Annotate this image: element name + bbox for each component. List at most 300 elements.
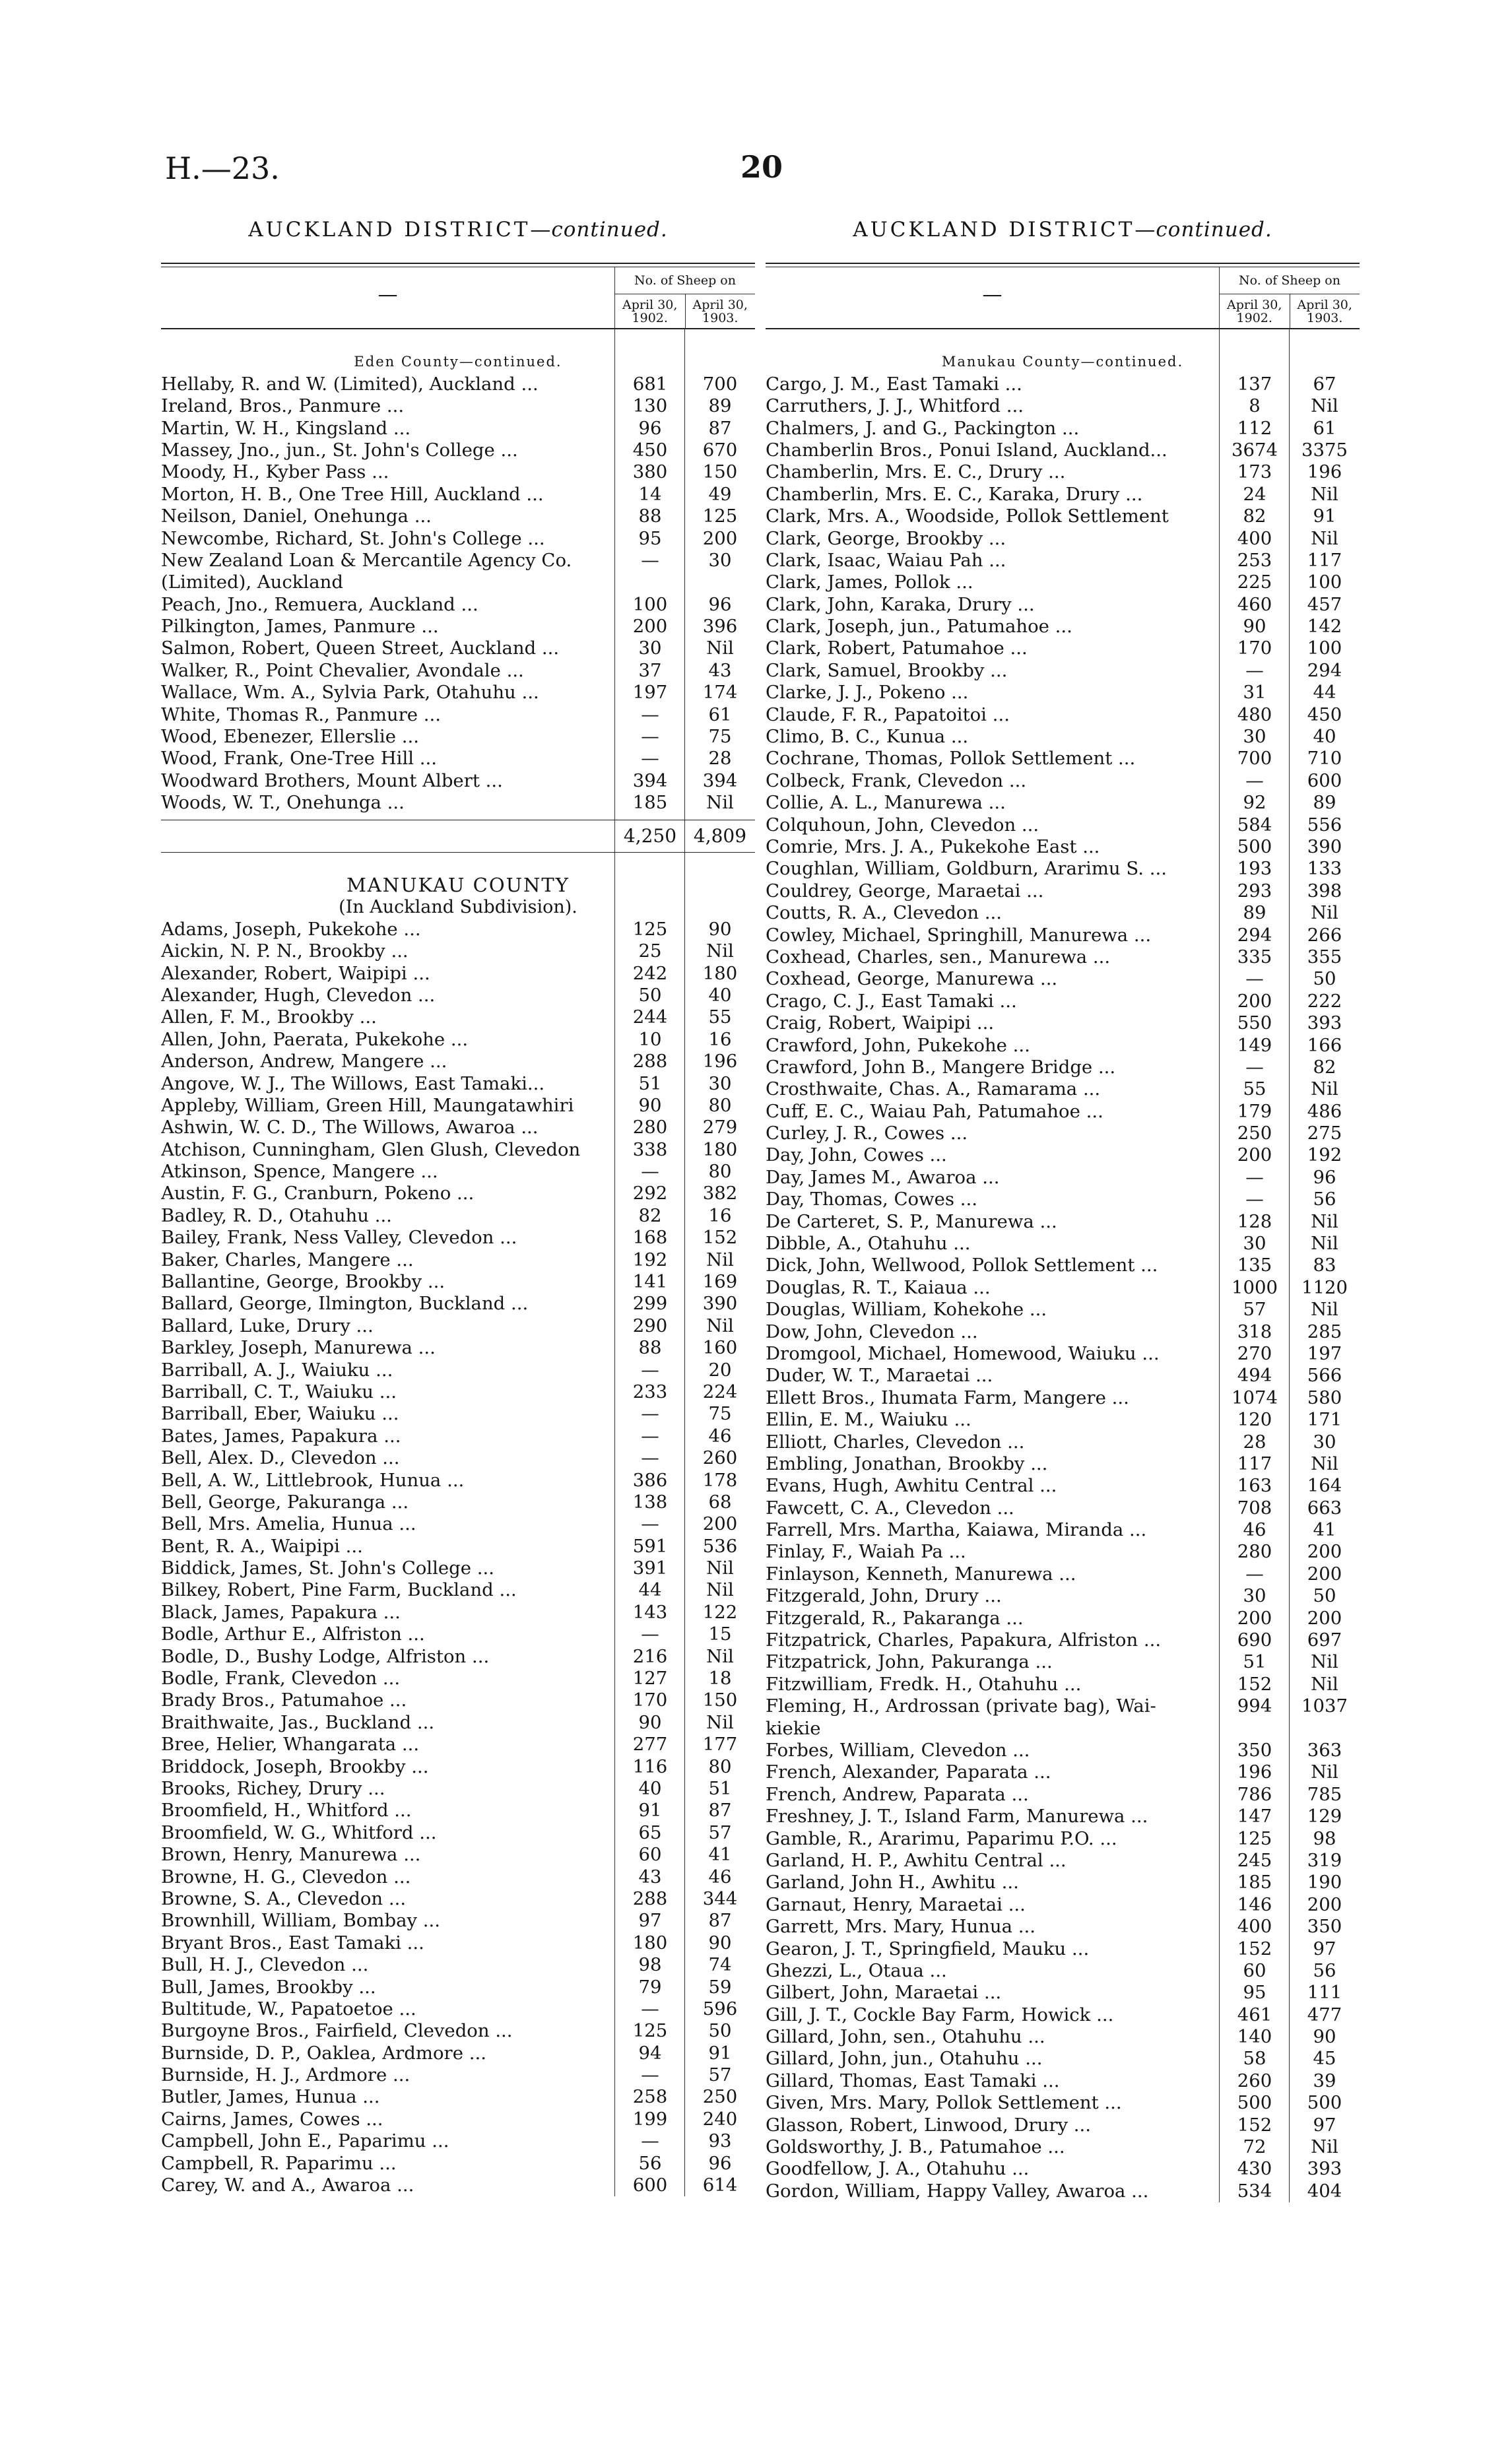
sheep-1902: 179: [1237, 1100, 1272, 1122]
sheep-1902: 30: [1243, 726, 1266, 748]
sheep-1902: 28: [1243, 1431, 1266, 1453]
sheep-1902: 994: [1237, 1695, 1272, 1717]
table-row: [161, 919, 755, 940]
sheep-1903: 200: [1307, 1893, 1342, 1915]
table-row: [161, 418, 755, 440]
owner-name: Hellaby, R. and W. (Limited), Auckland ...: [161, 373, 539, 395]
table-row: [161, 1822, 755, 1844]
sheep-1902: 147: [1237, 1806, 1272, 1827]
owner-name: Bull, H. J., Clevedon ...: [161, 1954, 369, 1976]
left-table-header: [161, 267, 755, 329]
owner-name: Crosthwaite, Chas. A., Ramarama ...: [766, 1078, 1101, 1100]
table-row: [161, 1183, 755, 1204]
owner-name: Ghezzi, L., Otaua ...: [766, 1959, 947, 1981]
owner-name: Garnaut, Henry, Maraetai ...: [766, 1893, 1026, 1915]
sheep-1903: 180: [702, 962, 738, 984]
sheep-1903: 171: [1307, 1409, 1342, 1431]
sheep-1902: —: [1245, 1189, 1264, 1210]
owner-name: Gillard, John, sen., Otahuhu ...: [766, 2026, 1045, 2048]
sheep-1902: 94: [638, 2042, 662, 2064]
table-row: [161, 1006, 755, 1028]
sheep-1902: 82: [638, 1204, 662, 1226]
owner-name: Brady Bros., Patumahoe ...: [161, 1690, 407, 1711]
sheep-1902: 258: [632, 2086, 668, 2108]
table-row: [161, 748, 755, 770]
table-row: [766, 1982, 1360, 2004]
sheep-1903: 56: [1313, 1959, 1336, 1981]
sheep-1902: 244: [632, 1006, 668, 1028]
owner-name: Bree, Helier, Whangarata ...: [161, 1734, 420, 1756]
sheep-1902: 88: [638, 506, 662, 527]
sheep-1903: 50: [1313, 1585, 1336, 1607]
sheep-1902: 72: [1243, 2136, 1266, 2158]
sheep-1903: Nil: [1311, 1210, 1338, 1232]
sheep-1903: Nil: [1311, 1651, 1338, 1673]
table-row: [161, 1579, 755, 1601]
sheep-1902: —: [641, 2064, 659, 2086]
sheep-1903: 363: [1307, 1740, 1342, 1761]
table-row: [766, 506, 1360, 527]
sheep-1903: 50: [708, 2020, 732, 2042]
sheep-1902: —: [641, 549, 659, 571]
owner-name: Gamble, R., Ararimu, Paparimu P.O. ...: [766, 1827, 1117, 1849]
sheep-1902: 280: [632, 1117, 668, 1138]
sheep-1903: 57: [708, 2064, 732, 2086]
sheep-1902: 500: [1237, 836, 1272, 857]
sheep-1902: 1000: [1232, 1276, 1278, 1298]
sheep-1902: 170: [632, 1690, 668, 1711]
table-row: [161, 1029, 755, 1051]
owner-name: Butler, James, Hunua ...: [161, 2086, 380, 2108]
sheep-1902: 58: [1243, 2048, 1266, 2070]
owner-name: Massey, Jno., jun., St. John's College ...: [161, 439, 518, 461]
owner-name: Ireland, Bros., Panmure ...: [161, 395, 405, 417]
sheep-1903: 697: [1307, 1629, 1342, 1651]
table-row: [161, 2043, 755, 2064]
owner-name: Cairns, James, Cowes ...: [161, 2108, 383, 2130]
sheep-1903: 200: [1307, 1541, 1342, 1563]
sheep-1902: 90: [638, 1094, 662, 1116]
sheep-1903: 30: [708, 549, 732, 571]
sheep-1902: 30: [1243, 1585, 1266, 1607]
continued-label: —continued.: [1134, 218, 1272, 242]
sheep-1903: Nil: [706, 1249, 734, 1270]
sheep-1903: 117: [1307, 549, 1342, 571]
sheep-1903: 18: [708, 1668, 732, 1690]
owner-name: Alexander, Hugh, Clevedon ...: [161, 984, 436, 1006]
sheep-1903: 275: [1307, 1123, 1342, 1144]
left-district-heading: [161, 218, 755, 242]
owner-name: New Zealand Loan & Mercantile Agency Co.: [161, 549, 572, 571]
sheep-1902: 192: [632, 1249, 668, 1270]
table-row: [766, 726, 1360, 748]
table-row: [766, 1211, 1360, 1233]
owner-name: Clark, Samuel, Brookby ...: [766, 659, 1008, 681]
table-row: [766, 1894, 1360, 1916]
owner-name: Climo, B. C., Kunua ...: [766, 726, 969, 748]
sheep-1902: 245: [1237, 1849, 1272, 1871]
owner-name: Appleby, William, Green Hill, Maungatawhiri: [161, 1094, 574, 1116]
sheep-1903: 49: [708, 483, 732, 505]
owner-name: Anderson, Andrew, Mangere ...: [161, 1051, 447, 1072]
sheep-1902: 250: [1237, 1123, 1272, 1144]
table-row: [766, 1585, 1360, 1607]
sheep-1902: 690: [1237, 1629, 1272, 1651]
table-row: [766, 1784, 1360, 1806]
owner-name: Broomfield, H., Whitford ...: [161, 1800, 412, 1822]
owner-name: Barriball, Eber, Waiuku ...: [161, 1403, 399, 1425]
table-row: [766, 792, 1360, 814]
sheep-1903: 536: [702, 1535, 738, 1557]
table-row: [766, 748, 1360, 770]
owner-name: Chamberlin, Mrs. E. C., Karaka, Drury ...: [766, 483, 1143, 505]
table-row: [161, 2020, 755, 2042]
owner-name: Duder, W. T., Maraetai ...: [766, 1365, 993, 1387]
table-row: [161, 395, 755, 417]
table-row: [161, 792, 755, 814]
sheep-1903: 16: [708, 1204, 732, 1226]
table-row: [766, 1167, 1360, 1189]
sheep-1902: —: [641, 1998, 659, 2020]
table-row: [161, 1227, 755, 1249]
sheep-1903: 396: [702, 616, 738, 638]
sheep-1903: 90: [708, 1932, 732, 1954]
table-row: [766, 1761, 1360, 1783]
owner-name: Woods, W. T., Onehunga ...: [161, 792, 405, 814]
sheep-1903: 200: [702, 527, 738, 549]
sheep-1903: 89: [708, 395, 732, 417]
table-row: [161, 1337, 755, 1359]
owner-name: Brownhill, William, Bombay ...: [161, 1910, 441, 1932]
sheep-1903: 398: [1307, 880, 1342, 902]
sheep-1902: 180: [632, 1932, 668, 1954]
owner-name: Gilbert, John, Maraetai ...: [766, 1982, 1002, 2004]
sheep-1903: Nil: [1311, 1453, 1338, 1474]
sheep-1903: 16: [708, 1028, 732, 1050]
owner-name: Brown, Henry, Manurewa ...: [161, 1844, 421, 1866]
owner-name: Coughlan, William, Goldburn, Ararimu S. ...: [766, 858, 1167, 880]
table-row: [766, 2136, 1360, 2158]
owner-name: Bodle, Arthur E., Alfriston ...: [161, 1624, 425, 1645]
table-row: [766, 572, 1360, 593]
table-row: [161, 1073, 755, 1095]
sheep-1903: 87: [708, 417, 732, 439]
sheep-1902: 152: [1237, 2114, 1272, 2136]
sheep-1902: —: [641, 726, 659, 748]
owner-name: Curley, J. R., Cowes ...: [766, 1123, 968, 1144]
sheep-1902: 40: [638, 1778, 662, 1799]
sheep-1903: 15: [708, 1624, 732, 1645]
sheep-1902: 60: [638, 1844, 662, 1866]
table-row: [766, 814, 1360, 836]
owner-name: Clark, George, Brookby ...: [766, 527, 1006, 549]
sheep-1903: 96: [708, 593, 732, 615]
sheep-1903: Nil: [706, 1579, 734, 1601]
sheep-1903: 45: [1313, 2048, 1336, 2070]
sheep-1902: 450: [632, 439, 668, 461]
table-row: [161, 2175, 755, 2196]
owner-name: Forbes, William, Clevedon ...: [766, 1740, 1030, 1761]
sheep-1903: 50: [1313, 968, 1336, 990]
sheep-1902: 51: [638, 1072, 662, 1094]
sheep-1903: 83: [1313, 1255, 1336, 1276]
sheep-1902: 200: [1237, 1144, 1272, 1166]
sheep-1902: 400: [1237, 527, 1272, 549]
table-row: [766, 991, 1360, 1012]
sheep-1903: 169: [702, 1271, 738, 1293]
owner-name: Allen, John, Paerata, Pukekohe ...: [161, 1028, 469, 1050]
table-row: [161, 1977, 755, 1998]
table-row: [766, 1519, 1360, 1541]
table-row: [766, 2048, 1360, 2070]
sheep-1902: 335: [1237, 946, 1272, 968]
sheep-1902: 380: [632, 461, 668, 483]
sheep-1902: 138: [632, 1491, 668, 1513]
owner-name: Crago, C. J., East Tamaki ...: [766, 990, 1017, 1012]
sheep-1902: —: [641, 2130, 659, 2152]
sheep-1902: 30: [638, 638, 662, 659]
sheep-1903: 40: [708, 984, 732, 1006]
sheep-1902: 141: [632, 1271, 668, 1293]
owner-name: Ashwin, W. C. D., The Willows, Awaroa ...: [161, 1117, 539, 1138]
sheep-1903: 98: [1313, 1827, 1336, 1849]
owner-name: Coutts, R. A., Clevedon ...: [766, 902, 1003, 924]
owner-name: Fitzwilliam, Fredk. H., Otahuhu ...: [766, 1673, 1082, 1695]
owner-name: Black, James, Papakura ...: [161, 1601, 401, 1623]
owner-name: Couldrey, George, Maraetai ...: [766, 880, 1044, 902]
sheep-1903: Nil: [1311, 483, 1338, 505]
sheep-1903: 80: [708, 1094, 732, 1116]
owner-name: Evans, Hugh, Awhitu Central ...: [766, 1475, 1057, 1497]
owner-name: Douglas, William, Kohekohe ...: [766, 1299, 1047, 1321]
sheep-1903: 75: [708, 1403, 732, 1425]
sheep-1903: 382: [702, 1183, 738, 1204]
sheep-1902: 338: [632, 1138, 668, 1160]
table-row: [161, 1447, 755, 1469]
owner-name: Campbell, John E., Paparimu ...: [161, 2130, 449, 2152]
owner-name: Clark, John, Karaka, Drury ...: [766, 593, 1035, 615]
table-row: [766, 550, 1360, 572]
sheep-1903: 710: [1307, 748, 1342, 770]
table-row: [766, 1012, 1360, 1034]
sheep-1902: 90: [1243, 616, 1266, 638]
table-row: [766, 1299, 1360, 1321]
sheep-1903: 97: [1313, 2114, 1336, 2136]
owner-name: Burnside, H. J., Ardmore ...: [161, 2064, 411, 2086]
owner-name: Clark, Isaac, Waiau Pah ...: [766, 549, 1006, 571]
sheep-1902: 170: [1237, 638, 1272, 659]
sheep-1902: 288: [632, 1888, 668, 1909]
sheep-1902: 91: [638, 1800, 662, 1822]
owner-name: Woodward Brothers, Mount Albert ...: [161, 770, 503, 791]
table-row: [766, 858, 1360, 880]
table-row: [161, 1888, 755, 1910]
sheep-1902: 135: [1237, 1255, 1272, 1276]
table-row: [161, 770, 755, 792]
sheep-1902: 534: [1237, 2180, 1272, 2202]
owner-name: Baker, Charles, Mangere ...: [161, 1249, 414, 1270]
owner-name: Coxhead, Charles, sen., Manurewa ...: [766, 946, 1111, 968]
sheep-1902: 146: [1237, 1893, 1272, 1915]
owner-name: Garrett, Mrs. Mary, Hunua ...: [766, 1916, 1035, 1938]
table-row: [161, 1095, 755, 1117]
table-row: [161, 1513, 755, 1535]
name-column-header: [766, 267, 1220, 328]
sheep-1902: —: [641, 1161, 659, 1183]
owner-name: Bell, Alex. D., Clevedon ...: [161, 1447, 400, 1469]
table-row: [161, 726, 755, 748]
table-row: [766, 2092, 1360, 2114]
owner-name: Finlayson, Kenneth, Manurewa ...: [766, 1563, 1076, 1585]
sheep-1903: 394: [702, 770, 738, 791]
sheep-1902: 125: [632, 918, 668, 940]
sheep-1902: 290: [632, 1315, 668, 1336]
sheep-1903: 80: [708, 1756, 732, 1777]
sheep-1902: 140: [1237, 2026, 1272, 2048]
owner-name: Cochrane, Thomas, Pollok Settlement ...: [766, 748, 1136, 770]
table-row: [766, 925, 1360, 946]
table-row: [161, 1403, 755, 1425]
owner-name: Fitzgerald, John, Drury ...: [766, 1585, 1002, 1607]
sheep-1903: 75: [708, 726, 732, 748]
table-row: [766, 528, 1360, 550]
owner-name: Fitzgerald, R., Pakaranga ...: [766, 1607, 1024, 1629]
owner-name: Bodle, Frank, Clevedon ...: [161, 1668, 401, 1690]
owner-name: Gill, J. T., Cockle Bay Farm, Howick ...: [766, 2004, 1114, 2025]
sheep-1902: 216: [632, 1645, 668, 1667]
table-top-rule: [161, 263, 755, 267]
table-row: [766, 1453, 1360, 1475]
sheep-1903: Nil: [1311, 1233, 1338, 1255]
table-row: [161, 1381, 755, 1403]
owner-name: Freshney, J. T., Island Farm, Manurewa ...: [766, 1806, 1148, 1827]
sheep-1902: 25: [638, 940, 662, 962]
owner-name: Clarke, J. J., Pokeno ...: [766, 682, 969, 704]
table-row: [766, 1123, 1360, 1144]
sheep-1903: 100: [1307, 572, 1342, 593]
table-row: [161, 1954, 755, 1976]
table-row: [161, 484, 755, 506]
sheep-1903: Nil: [1311, 2136, 1338, 2158]
right-column: [766, 218, 1360, 2202]
sheep-1903: 87: [708, 1800, 732, 1822]
sheep-1903: 178: [702, 1469, 738, 1491]
sheep-1902: 128: [1237, 1210, 1272, 1232]
sheep-1903: 350: [1307, 1916, 1342, 1938]
sheep-1903: 129: [1307, 1806, 1342, 1827]
owner-name: French, Alexander, Paparata ...: [766, 1761, 1051, 1783]
sheep-1903: 700: [702, 373, 738, 395]
owner-name: Chamberlin Bros., Ponui Island, Auckland...: [766, 439, 1167, 461]
sheep-1902: 56: [638, 2152, 662, 2174]
owner-name: Atkinson, Spence, Mangere ...: [161, 1161, 438, 1183]
sheep-1902: —: [1245, 1056, 1264, 1078]
table-row: [766, 2158, 1360, 2180]
sheep-1903: 67: [1313, 373, 1336, 395]
sheep-1903: 192: [1307, 1144, 1342, 1166]
sheep-1903: Nil: [706, 638, 734, 659]
table-row: [766, 1475, 1360, 1497]
table-row: [161, 1712, 755, 1734]
owner-name: Morton, H. B., One Tree Hill, Auckland ...: [161, 483, 544, 505]
owner-name: Garland, John H., Awhitu ...: [766, 1872, 1019, 1893]
sheep-1902: 550: [1237, 1012, 1272, 1034]
sheep-1902: —: [1245, 1166, 1264, 1188]
table-row: [161, 1161, 755, 1183]
sheep-1903: 200: [1307, 1607, 1342, 1629]
owner-name: Comrie, Mrs. J. A., Pukekohe East ...: [766, 836, 1100, 857]
table-row: [766, 880, 1360, 902]
owner-name: Glasson, Robert, Linwood, Drury ...: [766, 2114, 1092, 2136]
eden-total-row: [161, 820, 755, 853]
table-row: [766, 1740, 1360, 1761]
sheep-1902: —: [641, 704, 659, 725]
sheep-1903: 59: [708, 1976, 732, 1998]
sheep-1903: 61: [1313, 417, 1336, 439]
owner-name: Browne, H. G., Clevedon ...: [161, 1866, 411, 1888]
owner-name: Bailey, Frank, Ness Valley, Clevedon ...: [161, 1227, 517, 1249]
sheep-1902: 97: [638, 1910, 662, 1932]
table-row: [161, 660, 755, 682]
table-row: [161, 461, 755, 483]
sheep-1902: 461: [1237, 2004, 1272, 2025]
sheep-1903: 91: [708, 2042, 732, 2064]
table-row: [161, 704, 755, 726]
owner-name: Crawford, John, Pukekohe ...: [766, 1034, 1030, 1056]
sheep-1903: 125: [702, 506, 738, 527]
table-row: [766, 1629, 1360, 1651]
owner-name: Briddock, Joseph, Brookby ...: [161, 1756, 429, 1777]
sheep-1902: 1074: [1232, 1387, 1278, 1408]
sheep-1902: 79: [638, 1976, 662, 1998]
owner-name: Colbeck, Frank, Clevedon ...: [766, 770, 1027, 791]
sheep-1903: 600: [1307, 770, 1342, 791]
table-row: [766, 1541, 1360, 1563]
sheep-1903: 142: [1307, 616, 1342, 638]
sheep-1903: 177: [702, 1734, 738, 1756]
owner-name: Crawford, John B., Mangere Bridge ...: [766, 1056, 1116, 1078]
sheep-1903: 596: [702, 1998, 738, 2020]
owner-name: Chamberlin, Mrs. E. C., Drury ...: [766, 461, 1066, 483]
owner-name: Bell, George, Pakuranga ...: [161, 1491, 409, 1513]
sheep-1903: 260: [702, 1447, 738, 1469]
col-1903-header: April 30, 1903.: [692, 298, 748, 325]
sheep-1902: 43: [638, 1866, 662, 1888]
owner-name: Salmon, Robert, Queen Street, Auckland ...: [161, 638, 560, 659]
table-row: [161, 1932, 755, 1954]
sheep-1903: 97: [1313, 1938, 1336, 1959]
table-row: [161, 1536, 755, 1558]
table-row: [766, 461, 1360, 483]
owner-name: Clark, Robert, Patumahoe ...: [766, 638, 1028, 659]
sheep-1903: 200: [1307, 1563, 1342, 1585]
sheep-1903: Nil: [706, 1558, 734, 1579]
sheep-1902: 786: [1237, 1783, 1272, 1805]
table-row: [161, 1293, 755, 1315]
sheep-1902: 193: [1237, 858, 1272, 880]
sheep-1902: 95: [638, 527, 662, 549]
sheep-1902: 197: [632, 682, 668, 704]
table-row: [766, 1828, 1360, 1850]
table-row: [766, 616, 1360, 638]
owner-name: Brooks, Richey, Drury ...: [161, 1778, 385, 1799]
sheep-1902: 44: [638, 1579, 662, 1601]
right-table-header: [766, 267, 1360, 329]
sheep-1903: 390: [702, 1293, 738, 1315]
sheep-1902: 430: [1237, 2158, 1272, 2180]
report-reference: H.—23.: [165, 150, 280, 186]
owner-name: Day, John, Cowes ...: [766, 1144, 947, 1166]
